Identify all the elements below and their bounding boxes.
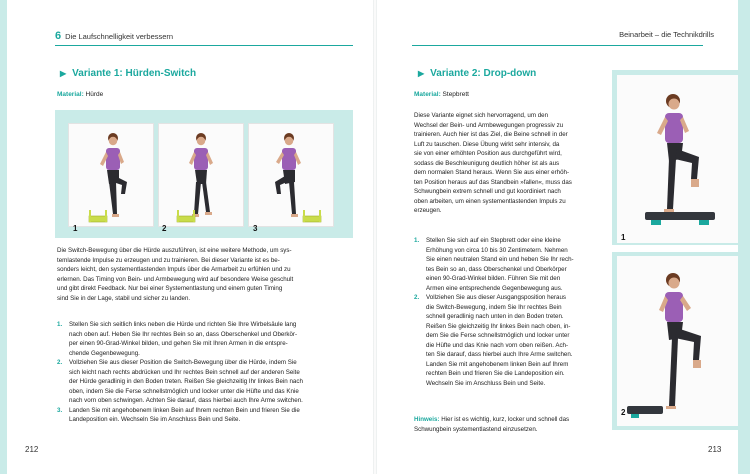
hint-label: Hinweis: <box>414 416 440 423</box>
text-line: und gibt direkt Feedback. Nur bei einer Systementlastung und einem guten Timing <box>57 285 283 292</box>
text-line: Schwungbein extrem schnell und gut koordiniert nach <box>414 188 561 195</box>
step-item <box>57 406 357 425</box>
text-line: erzeugen. <box>414 207 442 214</box>
text-line: die Hüfte und das Knie nach vorn oben reißen. Ach- <box>426 341 569 349</box>
text-line: nach oben auf. Heben Sie Ihr rechtes Bein so an, dass Oberschenkel und Oberkör- <box>69 330 298 338</box>
chapter-number: 6 <box>55 30 62 42</box>
athlete-on-step-figure-1 <box>617 75 738 243</box>
left-header-rule <box>55 45 353 46</box>
text-line: Wechsel der Bein- und Armbewegungen progressiv zu <box>414 121 564 129</box>
text-line: Erhöhung von circa 10 bis 30 Zentimetern. Nehmen <box>426 246 568 254</box>
text-line: sind Sie in der Lage, stabil und sicher zu landen. <box>57 294 191 302</box>
text-line: der Hürde geradlinig in den Boden treten. Reißen Sie gleichzeitig Ihr linkes Bein nach <box>69 378 303 385</box>
text-line: Hier ist es wichtig, kurz, locker und schnell das <box>441 416 570 423</box>
text-line: Die Switch-Bewegung über die Hürde auszuführen, ist eine weitere Methode, um sys- <box>57 247 292 254</box>
photo-dropdown-step-2 <box>617 256 738 426</box>
chapter-title: Die Laufschnelligkeit verbessern <box>65 32 174 41</box>
text-line: Stellen Sie sich auf ein Stepbrett oder eine kleine <box>426 237 561 244</box>
right-page-number: 213 <box>708 445 722 454</box>
material-label: Material: <box>414 91 441 98</box>
step-number: 1. <box>414 237 420 244</box>
text-line: Schwungbein systementlastend einzusetzen. <box>414 425 538 433</box>
text-line: Landen Sie mit angehobenem linken Bein auf Ihrem <box>426 360 569 368</box>
text-line: Wechseln Sie im Anschluss Bein und Seite. <box>426 379 546 387</box>
left-photo-strip <box>55 110 353 238</box>
text-line: Vollziehen Sie aus dieser Position die Switch-Bewegung über die Hürde, indem Sie <box>69 359 297 366</box>
material-value: Stepbrett <box>442 91 469 98</box>
text-line: sonders leicht, den systementlastenden Impuls über die Armarbeit zu erfühlen und zu <box>57 266 291 273</box>
step-item <box>57 358 357 406</box>
text-line: oben, indem Sie die Ferse schnellstmöglich und locker unter die Hüfte und das Knie <box>69 387 299 395</box>
text-line: erlernen. Das Timing von Bein- und Armbewegung wird auf besondere Weise geschult <box>57 275 294 283</box>
text-line: sie von einer erhöhten Position aus durchgeführt wird, <box>414 150 562 157</box>
text-line: Landeposition ein. Wechseln Sie im Anschluss Bein und Seite. <box>69 416 241 423</box>
step-item <box>57 320 357 358</box>
left-step-list <box>57 320 357 425</box>
photo-hurdle-step-3 <box>248 123 334 227</box>
right-section-heading <box>418 68 536 79</box>
right-intro-paragraph <box>414 111 599 216</box>
text-line: sodass die Beschleunigung deutlich höher ist als aus <box>414 159 560 167</box>
athlete-figure-2 <box>159 124 244 227</box>
photo-dropdown-step-1 <box>617 75 738 243</box>
text-line: per einen 90-Grad-Winkel bilden, und gehen Sie mit Ihren Armen in die entspre- <box>69 340 288 347</box>
text-line: Sie einen neutralen Stand ein und heben Sie Ihr rech- <box>426 256 574 263</box>
text-line: dem normalen Stand heraus. Wenn Sie aus einer erhöh- <box>414 169 570 176</box>
left-intro-paragraph <box>57 246 353 303</box>
left-page-edge <box>0 0 7 474</box>
left-material-line <box>57 91 103 98</box>
athlete-figure-1 <box>69 124 154 227</box>
left-section-heading <box>60 68 196 79</box>
text-line: einen 90-Grad-Winkel bilden. Führen Sie mit den <box>426 275 561 282</box>
text-line: Reißen Sie gleichzeitig Ihr linkes Bein nach oben, in- <box>426 322 571 330</box>
text-line: tes Bein so an, dass Oberschenkel und Oberkörper <box>426 265 567 273</box>
text-line: trainieren. Auch hier ist das Ziel, die Beine schnell in der <box>414 131 568 138</box>
photo-label-3: 3 <box>253 224 258 233</box>
text-line: Diese Variante eignet sich hervorragend, um den <box>414 112 549 119</box>
left-page-number: 212 <box>25 445 39 454</box>
step-number: 1. <box>57 321 63 328</box>
step-item <box>414 236 604 293</box>
hint-box <box>414 415 614 434</box>
right-header-rule <box>412 45 703 46</box>
triangle-bullet-icon: ▶ <box>418 69 425 78</box>
right-material-line <box>414 91 469 98</box>
text-line: Luft zu tauschen. Diese Übung wirkt sehr intensiv, da <box>414 140 560 148</box>
text-line: temlastende Impulse zu erzeugen und zu trainieren. Bei dieser Variante ist es be- <box>57 256 280 264</box>
material-value: Hürde <box>85 91 104 98</box>
text-line: ten Sie darauf, dass hierbei auch Ihre Arme switchen. <box>426 351 573 358</box>
step-number: 3. <box>57 406 63 414</box>
photo-hurdle-step-2 <box>158 123 244 227</box>
step-number: 2. <box>414 294 420 301</box>
left-running-head <box>55 30 173 42</box>
text-line: nach vorn oben schwingen. Achten Sie darauf, dass hierbei auch Ihre Arme switchen. <box>69 397 303 404</box>
left-heading-text: Variante 1: Hürden-Switch <box>72 68 197 79</box>
step-number: 2. <box>57 359 63 366</box>
right-step-list <box>414 236 604 388</box>
text-line: sich leicht nach rechts abdrücken und Ihr rechtes Bein schnell auf der anderen Seite <box>69 368 300 376</box>
material-label: Material: <box>57 91 84 98</box>
photo-label-1: 1 <box>73 224 78 233</box>
right-heading-text: Variante 2: Drop-down <box>430 68 537 79</box>
triangle-bullet-icon: ▶ <box>60 69 67 78</box>
text-line: Landen Sie mit angehobenem linken Bein auf Ihrem rechten Bein und frieren Sie die <box>69 406 300 414</box>
photo-label-right-2: 2 <box>621 408 626 417</box>
right-running-head: Beinarbeit – die Technikdrills <box>619 30 714 39</box>
text-line: schnell geradlinig nach unten in den Boden treten. <box>426 313 564 320</box>
photo-label-right-1: 1 <box>621 233 626 242</box>
photo-label-2: 2 <box>162 224 167 233</box>
text-line: rechten Bein und frieren Sie die Landeposition ein. <box>426 370 565 377</box>
athlete-figure-3 <box>249 124 334 227</box>
text-line: ten Position heraus auf das Standbein »fallen«, muss das <box>414 178 572 186</box>
book-gutter <box>373 0 377 474</box>
text-line: chende Gegenbewegung. <box>69 349 140 357</box>
step-item <box>414 293 604 388</box>
text-line: die Switch-Bewegung, indem Sie Ihr rechtes Bein <box>426 303 562 311</box>
text-line: Armen eine entsprechende Gegenbewegung aus. <box>426 284 563 292</box>
text-line: oben arbeiten, um einen systementlastenden Impuls zu <box>414 197 566 205</box>
text-line: Stellen Sie sich seitlich links neben die Hürde und richten Sie Ihre Wirbelsäule lang <box>69 321 297 328</box>
text-line: Vollziehen Sie aus dieser Ausgangsposition heraus <box>426 294 566 301</box>
text-line: dem Sie die Ferse schnellstmöglich und locker unter <box>426 332 570 339</box>
right-page-edge <box>738 0 750 474</box>
photo-hurdle-step-1 <box>68 123 154 227</box>
athlete-on-step-figure-2 <box>617 256 738 426</box>
